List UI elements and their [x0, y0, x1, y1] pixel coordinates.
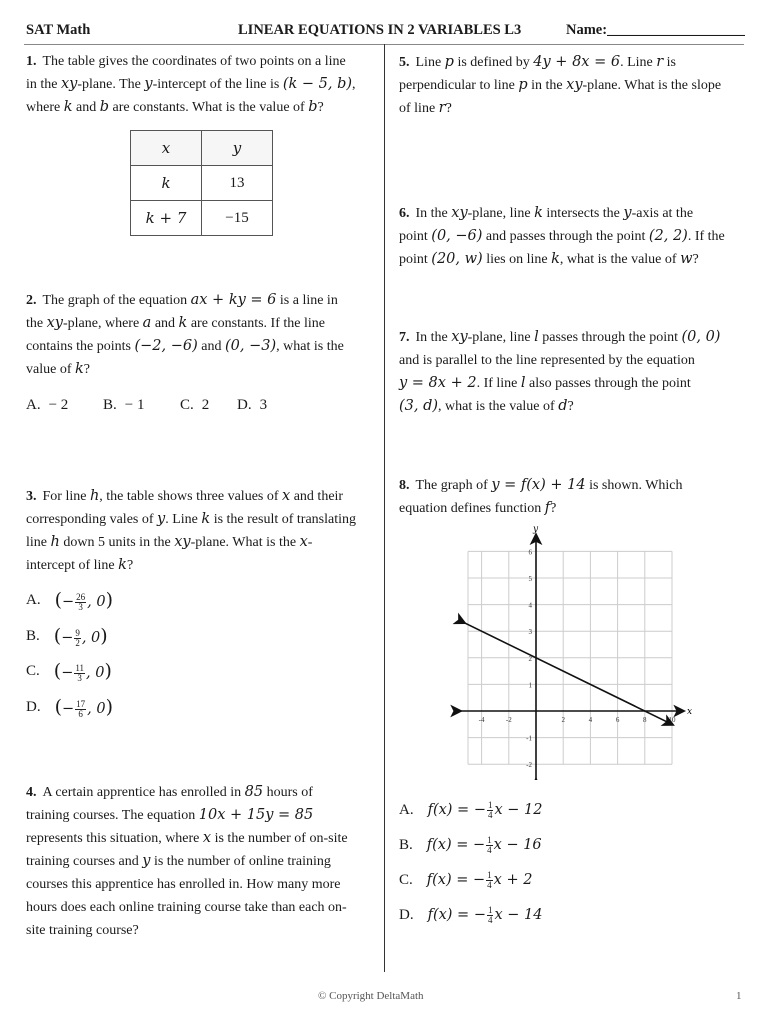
question-5	[399, 51, 721, 120]
math-expression: x − 14	[494, 906, 543, 923]
choice-expression	[427, 871, 533, 890]
math-expression: 10x + 15y = 85	[198, 807, 314, 823]
fraction	[75, 700, 86, 719]
math-expression: (0, 0)	[681, 329, 721, 345]
math-expression: h	[89, 488, 100, 504]
question-line	[26, 873, 348, 896]
math-expression: a	[142, 315, 152, 331]
math-expression: f(x) = −	[426, 836, 486, 853]
math-expression: x − 16	[493, 836, 542, 853]
choice-expression	[427, 836, 542, 855]
fraction	[74, 664, 85, 683]
math-expression: 4y + 8x = 6	[533, 54, 621, 70]
math-expression: k	[201, 511, 211, 527]
math-expression: (−2, −6)	[134, 338, 198, 354]
numerator: 9	[75, 627, 80, 638]
choice-text: 3	[259, 397, 268, 413]
text-segment: -plane. What is the slope	[582, 78, 722, 93]
math-expression: x	[282, 488, 291, 504]
question-line	[399, 372, 720, 395]
question-2	[26, 289, 344, 381]
q8-graph	[440, 520, 700, 780]
answer-choice[interactable]	[237, 397, 267, 414]
choice-expression	[428, 906, 543, 925]
question-line	[26, 919, 348, 942]
math-expression: y = f(x) + 14	[491, 477, 586, 493]
fraction	[486, 836, 493, 855]
question-line	[399, 202, 725, 225]
math-expression: (20, w)	[431, 251, 483, 267]
table-header: x	[131, 131, 202, 166]
choice-letter: A.	[399, 802, 414, 818]
math-expression: 85	[244, 784, 264, 800]
text-segment: -plane, line	[467, 330, 535, 345]
math-expression: −	[62, 594, 75, 610]
text-segment: hours does each online training course take than each on-	[26, 900, 347, 915]
numerator: 11	[75, 663, 85, 674]
y-tick-label: 6	[528, 548, 532, 557]
math-expression: ax + ky = 6	[190, 292, 277, 308]
question-number: 8.	[399, 478, 410, 493]
choice-expression	[54, 625, 108, 648]
math-expression: y = 8x + 2	[399, 375, 477, 391]
text-segment: value of	[26, 362, 75, 377]
answer-choice[interactable]	[26, 696, 113, 719]
page-number: 1	[736, 990, 742, 1002]
answer-choice[interactable]	[399, 801, 542, 820]
math-expression: (3, d)	[399, 398, 439, 414]
question-number: 1.	[26, 54, 37, 69]
text-segment: is a line in	[276, 293, 338, 308]
choice-expression	[54, 660, 112, 683]
math-expression: r	[438, 100, 446, 116]
paren: (	[54, 695, 63, 718]
math-expression: x + 2	[493, 871, 533, 888]
math-expression: r	[656, 54, 664, 70]
text-segment: ?	[445, 101, 452, 116]
paren: (	[53, 660, 62, 682]
math-expression: , 0	[86, 665, 105, 681]
math-expression: (2, 2)	[648, 228, 688, 244]
choice-letter: D.	[399, 907, 414, 923]
text-segment: are constants. What is the value of	[109, 100, 309, 115]
math-expression: y	[157, 511, 166, 527]
choice-letter: D.	[237, 397, 252, 413]
choice-letter: B.	[26, 627, 40, 644]
question-line	[399, 349, 720, 372]
text-segment: point	[399, 229, 432, 244]
text-segment: hours of	[263, 785, 313, 800]
math-expression: d	[558, 398, 568, 414]
text-segment: -axis at the	[631, 206, 694, 221]
text-segment: ,	[352, 77, 356, 92]
math-expression: b	[99, 99, 110, 115]
text-segment: passes through the point	[538, 330, 682, 345]
choice-letter: C.	[180, 397, 194, 413]
text-segment: . If the	[687, 229, 725, 244]
question-line	[26, 896, 348, 919]
text-segment: ?	[692, 252, 699, 267]
question-6	[399, 202, 725, 271]
math-expression: (0, −6)	[431, 228, 483, 244]
choice-text: − 2	[48, 397, 69, 413]
y-tick-label: 4	[528, 601, 532, 610]
text-segment: is defined by	[453, 55, 534, 70]
math-expression: k	[63, 99, 73, 115]
question-line	[26, 554, 356, 577]
text-segment: training courses and	[26, 854, 143, 869]
x-tick-label: 6	[615, 716, 620, 724]
math-expression: h	[50, 534, 60, 550]
q1-table	[130, 130, 273, 236]
text-segment: of line	[399, 101, 439, 116]
answer-choice[interactable]	[103, 397, 144, 414]
math-expression: k	[74, 361, 84, 377]
math-expression: b	[308, 99, 318, 115]
y-tick-label: 1	[528, 681, 532, 690]
math-expression: k	[534, 205, 543, 221]
text-segment: -plane. What is the	[190, 535, 300, 550]
math-expression: , 0	[87, 700, 106, 717]
subject-label: SAT Math	[26, 22, 91, 38]
question-line	[26, 827, 348, 850]
x-tick-label: 2	[561, 716, 565, 724]
question-line	[26, 73, 356, 96]
math-expression: −	[62, 700, 75, 717]
text-segment: is the result of translating	[210, 512, 356, 527]
x-axis-label: x	[686, 707, 693, 717]
text-segment: In the	[415, 330, 452, 345]
text-segment: intercept of line	[26, 558, 119, 573]
question-line	[26, 96, 356, 119]
choice-text: 2	[201, 397, 210, 413]
denominator: 2	[75, 637, 80, 648]
text-segment: and	[72, 100, 100, 115]
question-line	[399, 97, 721, 120]
text-segment: The graph of	[415, 478, 492, 493]
choice-letter: A.	[26, 397, 41, 413]
text-segment: -plane, line	[467, 206, 535, 221]
column-divider	[384, 44, 385, 972]
answer-choice[interactable]	[26, 397, 68, 414]
choice-letter: A.	[26, 592, 41, 609]
fraction	[487, 906, 494, 925]
math-expression: , 0	[87, 594, 106, 610]
text-segment: is	[663, 55, 676, 70]
question-line	[399, 74, 721, 97]
y-tick-label: 2	[528, 654, 532, 663]
y-tick-label: 5	[528, 575, 532, 583]
math-expression: k	[118, 557, 127, 573]
text-segment: corresponding vales of	[26, 512, 158, 527]
choice-letter: C.	[399, 872, 413, 888]
table-cell: k + 7	[131, 201, 202, 236]
numerator: 1	[487, 870, 492, 880]
copyright: © Copyright DeltaMath	[318, 990, 424, 1002]
text-segment: courses this apprentice has enrolled in. How many more	[26, 877, 341, 892]
numerator: 1	[487, 905, 493, 915]
fraction	[486, 871, 493, 890]
text-segment: and their	[290, 489, 344, 504]
question-line	[26, 358, 344, 381]
choice-text: − 1	[124, 397, 145, 413]
text-segment: , the table shows three values of	[99, 489, 283, 504]
question-4	[26, 781, 348, 942]
paren: )	[100, 624, 108, 647]
text-segment: also passes through the point	[525, 376, 691, 391]
paren: )	[105, 589, 114, 611]
text-segment: is the number of on-site	[211, 831, 348, 846]
x-tick-label: -2	[505, 716, 512, 724]
answer-choice[interactable]	[26, 660, 112, 683]
math-expression: f	[544, 500, 551, 516]
table-cell: −15	[202, 201, 273, 236]
y-tick-label: 3	[528, 628, 532, 637]
paren: (	[53, 624, 62, 647]
text-segment: -intercept of the line is	[152, 77, 283, 92]
text-segment: -plane. The	[77, 77, 145, 92]
question-1	[26, 50, 356, 119]
table-cell: k	[131, 166, 202, 201]
math-expression: p	[444, 54, 454, 70]
math-expression: −	[61, 629, 74, 646]
question-line	[26, 804, 348, 827]
text-segment: and passes through the point	[482, 229, 649, 244]
graph-line	[464, 623, 672, 725]
name-field[interactable]: Name:___________________	[566, 22, 745, 38]
math-expression: xy	[174, 534, 191, 550]
answer-choice[interactable]	[26, 589, 113, 612]
text-segment: , what is the value of	[438, 399, 559, 414]
text-segment: site training course?	[26, 923, 139, 938]
math-expression: f(x) = −	[427, 906, 486, 923]
question-line	[399, 225, 725, 248]
question-line	[26, 531, 356, 554]
math-expression: y	[142, 853, 151, 869]
answer-choice[interactable]	[399, 836, 542, 855]
question-line	[26, 508, 356, 531]
y-axis-label: y	[533, 524, 539, 535]
x-tick-label: 8	[643, 716, 647, 724]
math-expression: k	[551, 251, 560, 267]
text-segment: , what is the value of	[559, 252, 681, 267]
question-line	[399, 248, 725, 271]
choice-expression	[428, 801, 543, 820]
text-segment: is the number of online training	[150, 854, 331, 869]
math-expression: , 0	[81, 629, 101, 646]
numerator: 1	[487, 835, 492, 845]
denominator: 4	[487, 810, 493, 820]
math-expression: xy	[566, 77, 583, 93]
choice-letter: D.	[26, 698, 41, 715]
choice-letter: B.	[103, 397, 117, 413]
question-line	[26, 50, 356, 73]
text-segment: ?	[567, 399, 574, 414]
question-line	[399, 474, 683, 497]
answer-choice[interactable]	[399, 871, 532, 890]
denominator: 3	[77, 673, 82, 684]
question-number: 2.	[26, 293, 37, 308]
fraction	[75, 593, 86, 612]
text-segment: line	[26, 535, 51, 550]
text-segment: where	[26, 100, 64, 115]
text-segment: -	[307, 535, 313, 550]
numerator: 26	[76, 592, 86, 603]
fraction	[487, 801, 494, 820]
math-expression: f(x) = −	[427, 801, 486, 818]
text-segment: ?	[550, 501, 557, 516]
question-3	[26, 485, 356, 577]
x-tick-label: 4	[588, 716, 593, 724]
math-expression: (k − 5, b)	[282, 76, 353, 92]
table-header: y	[202, 131, 273, 166]
question-line	[399, 395, 720, 418]
text-segment: contains the points	[26, 339, 135, 354]
math-expression: k	[178, 315, 188, 331]
question-line	[26, 289, 344, 312]
text-segment: equation defines function	[399, 501, 545, 516]
question-number: 7.	[399, 330, 410, 345]
x-tick-label: 10	[668, 716, 676, 724]
numerator: 17	[76, 698, 86, 709]
fraction	[74, 629, 81, 648]
text-segment: Line	[415, 55, 445, 70]
text-segment: . If line	[476, 376, 521, 391]
question-line	[26, 485, 356, 508]
text-segment: , what is the	[276, 339, 344, 354]
text-segment: training courses. The equation	[26, 808, 199, 823]
text-segment: ?	[126, 558, 134, 573]
question-number: 3.	[26, 489, 37, 504]
text-segment: and is parallel to the line represented by the equation	[399, 353, 695, 368]
choice-expression	[55, 589, 113, 612]
choice-letter: B.	[399, 837, 413, 853]
text-segment: . Line	[620, 55, 657, 70]
math-expression: x	[299, 534, 308, 550]
math-expression: xy	[451, 205, 468, 221]
denominator: 4	[487, 880, 492, 890]
question-number: 4.	[26, 785, 37, 800]
math-expression: xy	[451, 329, 468, 345]
question-line	[399, 326, 720, 349]
math-expression: x − 12	[494, 801, 543, 818]
question-8	[399, 474, 683, 520]
math-expression: y	[144, 76, 153, 92]
denominator: 4	[487, 845, 492, 855]
question-line	[399, 51, 721, 74]
text-segment: The graph of the equation	[42, 293, 191, 308]
text-segment: ?	[83, 362, 90, 377]
question-line	[399, 497, 683, 520]
text-segment: down 5 units in the	[59, 535, 175, 550]
math-expression: p	[518, 77, 528, 93]
y-tick-label: -1	[526, 734, 532, 743]
math-expression: f(x) = −	[426, 871, 486, 888]
answer-choice[interactable]	[399, 906, 542, 925]
math-expression: xy	[61, 76, 78, 92]
x-tick-label: -4	[478, 716, 485, 724]
question-line	[26, 850, 348, 873]
math-expression: x	[202, 830, 212, 846]
numerator: 1	[487, 800, 493, 810]
math-expression: −	[61, 665, 74, 681]
text-segment: In the	[415, 206, 452, 221]
math-expression: xy	[46, 315, 63, 331]
text-segment: represents this situation, where	[26, 831, 203, 846]
paren: )	[105, 695, 114, 718]
text-segment: . Line	[165, 512, 202, 527]
math-expression: y	[623, 205, 632, 221]
answer-choice[interactable]	[180, 397, 209, 414]
text-segment: ?	[317, 100, 324, 115]
answer-choice[interactable]	[26, 625, 108, 648]
question-number: 5.	[399, 55, 410, 70]
text-segment: in the	[26, 77, 61, 92]
paren: (	[54, 589, 63, 611]
text-segment: in the	[527, 78, 567, 93]
table-cell: 13	[202, 166, 273, 201]
math-expression: w	[680, 251, 693, 267]
denominator: 4	[487, 915, 493, 925]
question-number: 6.	[399, 206, 410, 221]
math-expression: l	[534, 329, 539, 345]
text-segment: and	[197, 339, 226, 354]
choice-expression	[55, 696, 113, 719]
denominator: 6	[78, 708, 83, 719]
choice-letter: C.	[26, 663, 40, 680]
text-segment: lies on line	[482, 252, 552, 267]
text-segment: intersects the	[542, 206, 624, 221]
question-7	[399, 326, 720, 418]
math-expression: (0, −3)	[225, 338, 277, 354]
text-segment: -plane, where	[62, 316, 143, 331]
y-tick-label: -2	[526, 761, 532, 770]
text-segment: and	[151, 316, 179, 331]
text-segment: A certain apprentice has enrolled in	[42, 785, 245, 800]
text-segment: are constants. If the line	[187, 316, 325, 331]
text-segment: The table gives the coordinates of two points on a line	[42, 54, 346, 69]
text-segment: is shown. Which	[585, 478, 683, 493]
question-line	[26, 312, 344, 335]
denominator: 3	[78, 602, 83, 613]
question-line	[26, 781, 348, 804]
text-segment: point	[399, 252, 432, 267]
text-segment: For line	[42, 489, 90, 504]
question-line	[26, 335, 344, 358]
text-segment: the	[26, 316, 47, 331]
worksheet-title: LINEAR EQUATIONS IN 2 VARIABLES L3	[238, 22, 522, 38]
paren: )	[104, 660, 112, 682]
math-expression: l	[520, 375, 526, 391]
text-segment: perpendicular to line	[399, 78, 519, 93]
